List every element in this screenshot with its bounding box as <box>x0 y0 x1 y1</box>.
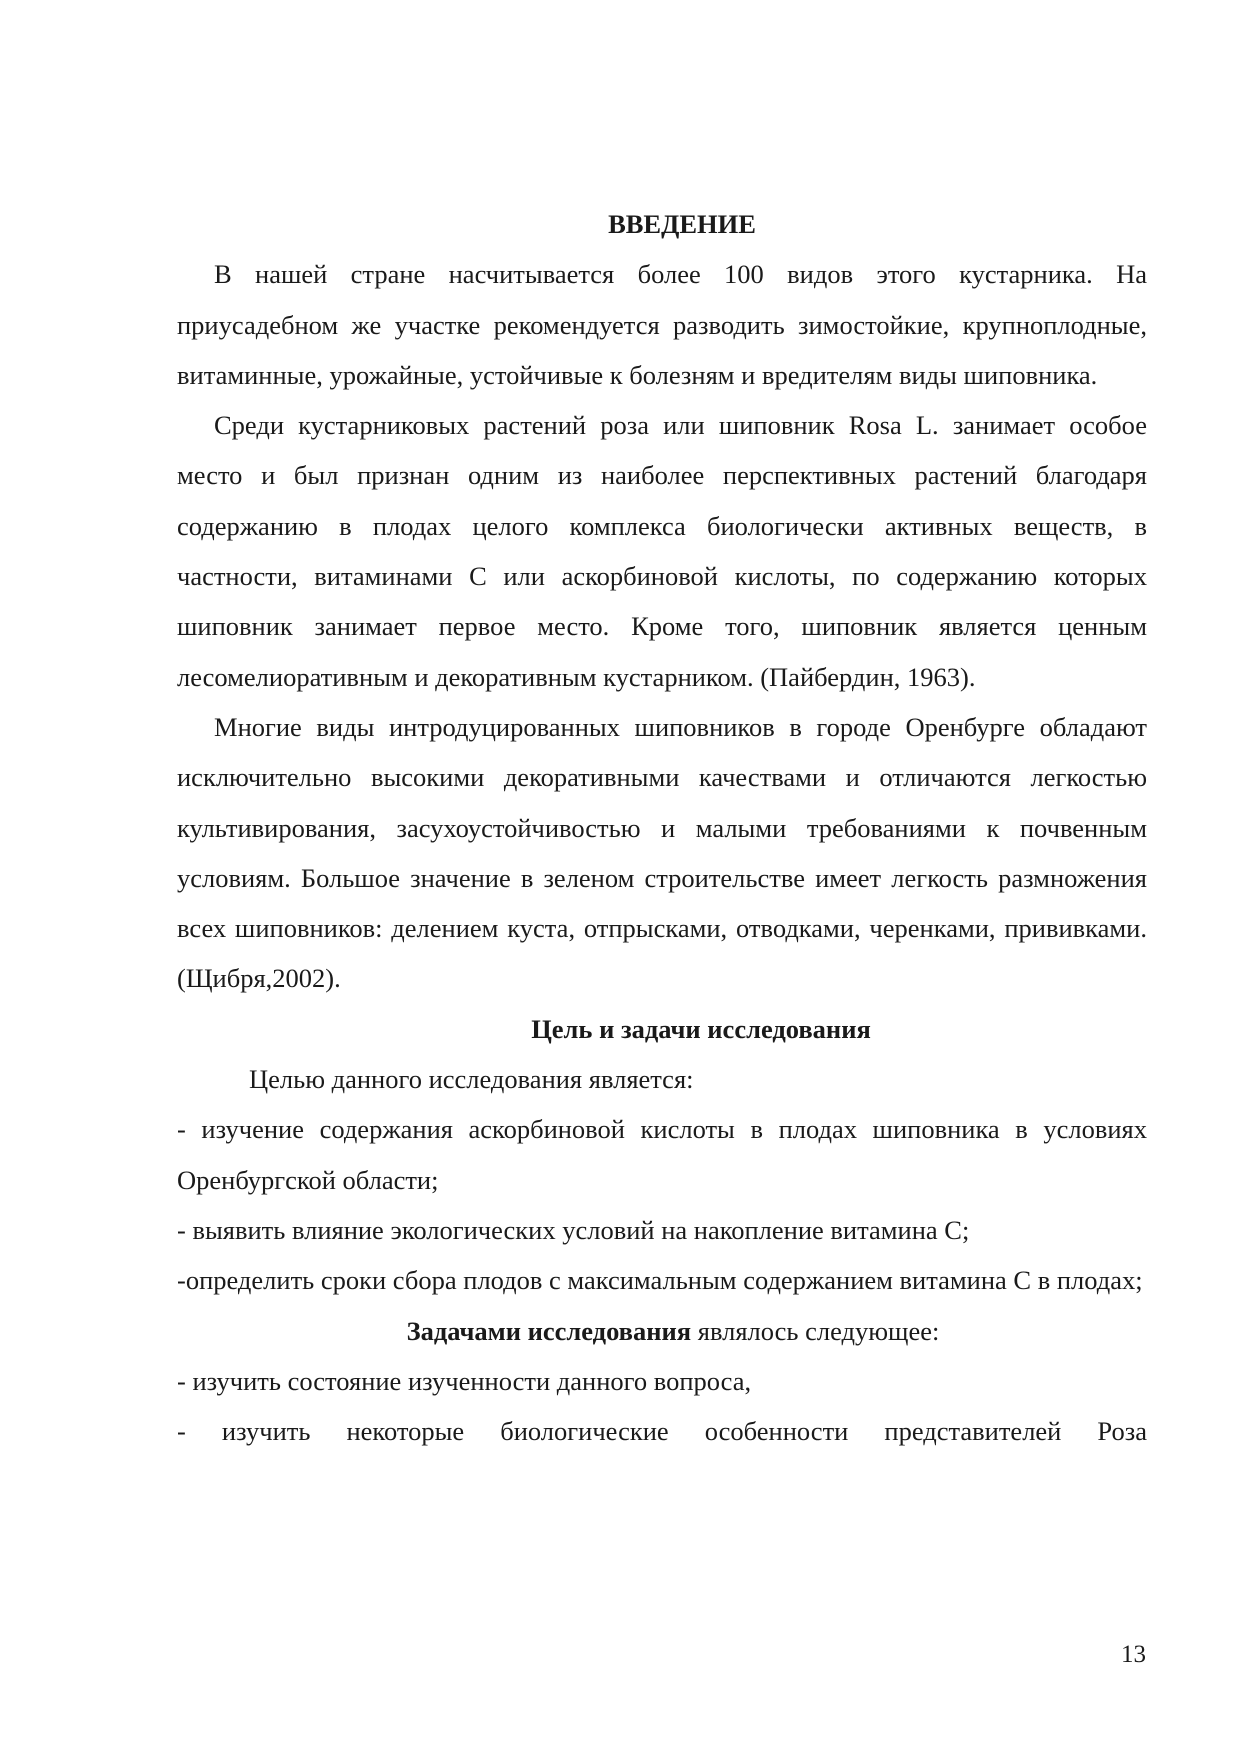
task-item-1: - изучить состояние изученности данного вопроса, <box>177 1365 752 1396</box>
page-content <box>177 199 1147 1456</box>
intro-paragraph-3: Многие виды интродуцированных шиповников в городе Оренбурге обладают исключительно высокими декоративными качествами и отличаются легкостью культивирования, засухоустойчивостью и малыми требованиями к почвенным условиям. Большое значение в зеленом строительстве имеет легкость размножения всех шиповников: делением куста, отпрысками, отводками, черенками, прививками. (Щибря,2002). <box>177 711 1147 994</box>
tasks-heading-rest: являлось следующее: <box>691 1315 940 1346</box>
goal-item-3: -определить сроки сбора плодов с максимальным содержанием витамина С в плодах; <box>177 1265 1143 1296</box>
goals-intro: Целью данного исследования является: <box>249 1064 694 1095</box>
intro-paragraph-2: Среди кустарниковых растений роза или шиповник Rosa L. занимает особое место и был признан одним из наиболее перспективных растений благодаря содержанию в плодах целого комплекса биологически активных веществ, в частности, витаминами С или аскорбиновой кислоты, по содержанию которых шиповник занимает первое место. Кроме того, шиповник является ценным лесомелиоративным и декоративным кустарником. (Пайбердин, 1963). <box>177 410 1147 692</box>
tasks-heading <box>177 1306 1147 1356</box>
goals-heading: Цель и задачи исследования <box>531 1013 871 1044</box>
page-number: 13 <box>1121 1641 1146 1668</box>
tasks-heading-bold: Задачами исследования <box>406 1315 692 1346</box>
goal-item-2: - выявить влияние экологических условий на накопление витамина С; <box>177 1214 970 1245</box>
page-title: ВВЕДЕНИЕ <box>608 209 756 239</box>
intro-paragraph-1: В нашей стране насчитывается более 100 видов этого кустарника. На приусадебном же участке рекомендуется разводить зимостойкие, крупноплодные, витаминные, урожайные, устойчивые к болезням и вредителям виды шиповника. <box>177 259 1147 390</box>
goal-item-1: - изучение содержания аскорбиновой кислоты в плодах шиповника в условиях Оренбургской области; <box>177 1114 1147 1195</box>
task-item-2: - изучить некоторые биологические особенности представителей Роза <box>177 1416 1147 1447</box>
